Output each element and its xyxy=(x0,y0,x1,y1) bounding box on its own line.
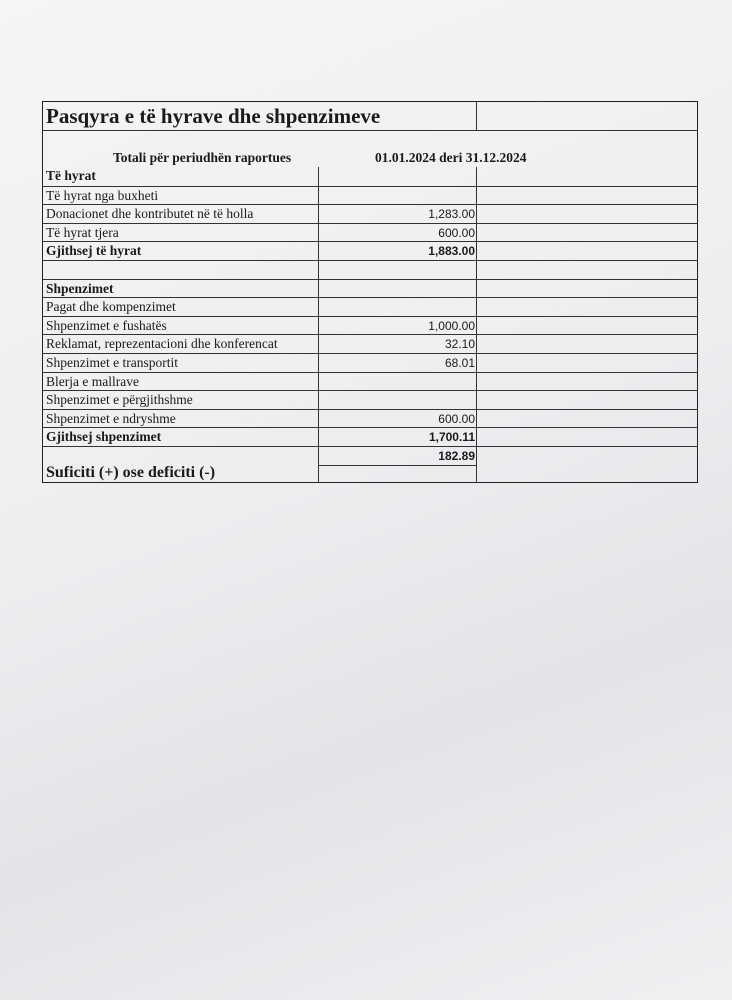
row-value: 600.00 xyxy=(319,224,477,242)
empty-cell xyxy=(477,391,697,409)
row-label: Shpenzimet xyxy=(43,280,319,298)
row-value xyxy=(319,298,477,316)
row-label: Të hyrat tjera xyxy=(43,224,319,242)
period-value: 01.01.2024 deri 31.12.2024 xyxy=(375,150,527,165)
table-row xyxy=(43,353,697,372)
empty-cell xyxy=(477,280,697,298)
table-row xyxy=(43,372,697,391)
result-value: 182.89 xyxy=(319,447,476,466)
table-row xyxy=(43,427,697,446)
empty-cell xyxy=(477,410,697,428)
row-value: 32.10 xyxy=(319,335,477,353)
period-label: Totali për periudhën raportues xyxy=(113,150,292,165)
row-value: 68.01 xyxy=(319,354,477,372)
table-row xyxy=(43,167,697,186)
row-value xyxy=(319,187,477,205)
row-value: 1,700.11 xyxy=(319,428,477,446)
statement-rows xyxy=(43,167,697,446)
result-label: Suficiti (+) ose deficiti (-) xyxy=(43,447,319,482)
row-value: 1,883.00 xyxy=(319,242,477,260)
table-row xyxy=(43,186,697,205)
row-label: Shpenzimet e ndryshme xyxy=(43,410,319,428)
table-row xyxy=(43,241,697,260)
table-row xyxy=(43,260,697,279)
empty-cell xyxy=(477,224,697,242)
empty-cell xyxy=(477,447,697,482)
table-row xyxy=(43,297,697,316)
income-expense-statement-table xyxy=(42,101,698,483)
empty-cell xyxy=(477,335,697,353)
row-value: 1,283.00 xyxy=(319,205,477,223)
table-row xyxy=(43,204,697,223)
empty-cell xyxy=(477,187,697,205)
row-label: Shpenzimet e fushatës xyxy=(43,317,319,335)
row-value xyxy=(319,391,477,409)
row-value: 600.00 xyxy=(319,410,477,428)
empty-cell xyxy=(477,242,697,260)
row-label: Shpenzimet e transportit xyxy=(43,354,319,372)
row-value xyxy=(319,167,477,186)
row-label: Gjithsej të hyrat xyxy=(43,242,319,260)
table-row xyxy=(43,390,697,409)
empty-cell xyxy=(477,205,697,223)
table-row xyxy=(43,316,697,335)
result-row xyxy=(43,446,697,482)
row-label: Pagat dhe kompenzimet xyxy=(43,298,319,316)
row-label: Donacionet dhe kontributet në të holla xyxy=(43,205,319,223)
table-row xyxy=(43,279,697,298)
table-row xyxy=(43,223,697,242)
row-value xyxy=(319,373,477,391)
row-label: Reklamat, reprezentacioni dhe konferencat xyxy=(43,335,319,353)
table-row xyxy=(43,409,697,428)
row-label: Të hyrat nga buxheti xyxy=(43,187,319,205)
period-header-row xyxy=(43,130,697,167)
row-label: Shpenzimet e përgjithshme xyxy=(43,391,319,409)
row-label: Të hyrat xyxy=(43,167,319,186)
empty-cell xyxy=(477,102,697,130)
empty-cell xyxy=(477,373,697,391)
empty-cell xyxy=(477,298,697,316)
row-value xyxy=(319,280,477,298)
row-value xyxy=(319,261,477,279)
empty-cell xyxy=(477,167,697,186)
title-row xyxy=(43,102,697,130)
table-row xyxy=(43,334,697,353)
empty-cell xyxy=(477,261,697,279)
row-label xyxy=(43,261,319,279)
row-label: Gjithsej shpenzimet xyxy=(43,428,319,446)
row-value: 1,000.00 xyxy=(319,317,477,335)
empty-cell xyxy=(477,428,697,446)
empty-cell xyxy=(477,317,697,335)
row-label: Blerja e mallrave xyxy=(43,373,319,391)
empty-cell xyxy=(477,354,697,372)
result-value-cell xyxy=(319,447,477,482)
statement-title: Pasqyra e të hyrave dhe shpenzimeve xyxy=(43,102,477,130)
